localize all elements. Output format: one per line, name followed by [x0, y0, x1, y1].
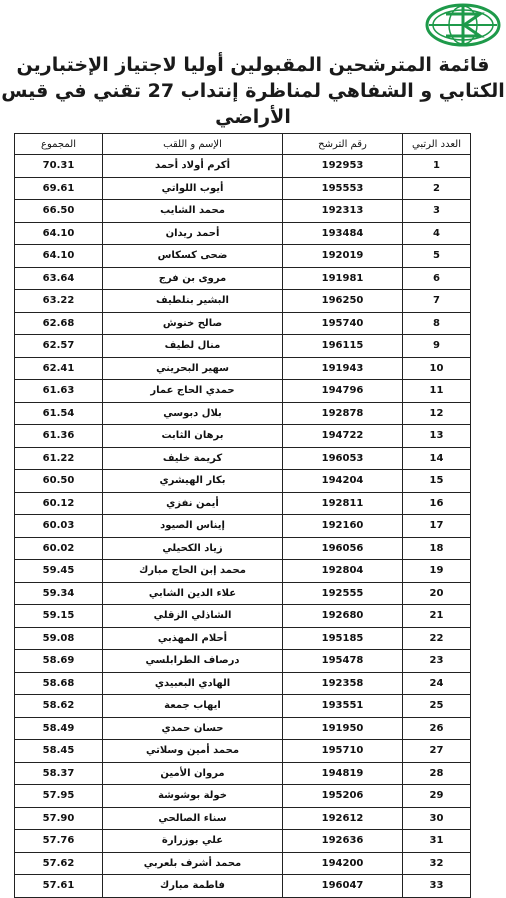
name-cell: زياد الكحيلي: [103, 537, 283, 560]
candidate-number-cell: 192160: [283, 515, 403, 538]
rank-cell: 22: [403, 627, 471, 650]
name-cell: الشاذلي الزقلي: [103, 605, 283, 628]
table-row: [15, 605, 471, 628]
total-cell: 57.76: [15, 830, 103, 853]
candidate-number-cell: 194796: [283, 380, 403, 403]
candidate-number-cell: 192804: [283, 560, 403, 583]
rank-cell: 32: [403, 852, 471, 875]
table-row: [15, 807, 471, 830]
candidate-number-cell: 192953: [283, 155, 403, 178]
rank-cell: 28: [403, 762, 471, 785]
candidate-number-cell: 193551: [283, 695, 403, 718]
rank-cell: 7: [403, 290, 471, 313]
total-cell: 66.50: [15, 200, 103, 223]
name-cell: محمد الشايب: [103, 200, 283, 223]
table-row: [15, 740, 471, 763]
header-rank: العدد الرتبي: [403, 134, 471, 155]
name-cell: صالح خنوش: [103, 312, 283, 335]
name-cell: مروان الأمين: [103, 762, 283, 785]
candidate-number-cell: 192878: [283, 402, 403, 425]
rank-cell: 14: [403, 447, 471, 470]
total-cell: 61.63: [15, 380, 103, 403]
rank-cell: 18: [403, 537, 471, 560]
globe-emblem-icon: [424, 2, 502, 48]
name-cell: منال لطيف: [103, 335, 283, 358]
total-cell: 57.61: [15, 875, 103, 898]
name-cell: ضحى كسكاس: [103, 245, 283, 268]
total-cell: 60.50: [15, 470, 103, 493]
candidate-number-cell: 196056: [283, 537, 403, 560]
rank-cell: 25: [403, 695, 471, 718]
rank-cell: 33: [403, 875, 471, 898]
total-cell: 59.34: [15, 582, 103, 605]
rank-cell: 11: [403, 380, 471, 403]
name-cell: البشير بنلطيف: [103, 290, 283, 313]
table-row: [15, 785, 471, 808]
name-cell: أكرم أولاد أحمد: [103, 155, 283, 178]
total-cell: 60.12: [15, 492, 103, 515]
rank-cell: 1: [403, 155, 471, 178]
table-row: [15, 200, 471, 223]
rank-cell: 15: [403, 470, 471, 493]
name-cell: أيمن نفزي: [103, 492, 283, 515]
candidate-number-cell: 196047: [283, 875, 403, 898]
candidate-number-cell: 194200: [283, 852, 403, 875]
table-row: [15, 380, 471, 403]
candidate-number-cell: 192636: [283, 830, 403, 853]
total-cell: 58.68: [15, 672, 103, 695]
rank-cell: 20: [403, 582, 471, 605]
total-cell: 61.22: [15, 447, 103, 470]
table-row: [15, 470, 471, 493]
rank-cell: 9: [403, 335, 471, 358]
rank-cell: 21: [403, 605, 471, 628]
title-line-2: الكتابي و الشفاهي لمناظرة إنتداب 27 تقني في قيس الأراضي: [1, 80, 505, 128]
total-cell: 61.36: [15, 425, 103, 448]
table-row: [15, 222, 471, 245]
table-row: [15, 335, 471, 358]
candidate-number-cell: 195710: [283, 740, 403, 763]
rank-cell: 27: [403, 740, 471, 763]
name-cell: خولة بوشوشة: [103, 785, 283, 808]
total-cell: 58.37: [15, 762, 103, 785]
name-cell: محمد أشرف بلعربي: [103, 852, 283, 875]
table-row: [15, 627, 471, 650]
total-cell: 61.54: [15, 402, 103, 425]
total-cell: 57.95: [15, 785, 103, 808]
candidate-number-cell: 192811: [283, 492, 403, 515]
rank-cell: 12: [403, 402, 471, 425]
total-cell: 58.49: [15, 717, 103, 740]
rank-cell: 5: [403, 245, 471, 268]
table-row: [15, 672, 471, 695]
rank-cell: 10: [403, 357, 471, 380]
name-cell: محمد أمين وسلاتي: [103, 740, 283, 763]
table-row: [15, 582, 471, 605]
table-row: [15, 312, 471, 335]
name-cell: كريمة خليف: [103, 447, 283, 470]
total-cell: 62.57: [15, 335, 103, 358]
total-cell: 58.69: [15, 650, 103, 673]
rank-cell: 24: [403, 672, 471, 695]
name-cell: سهير البحريني: [103, 357, 283, 380]
name-cell: بلال دبوسي: [103, 402, 283, 425]
candidate-number-cell: 195553: [283, 177, 403, 200]
rank-cell: 26: [403, 717, 471, 740]
total-cell: 59.08: [15, 627, 103, 650]
name-cell: درصاف الطرابلسي: [103, 650, 283, 673]
candidate-number-cell: 195478: [283, 650, 403, 673]
candidate-number-cell: 195206: [283, 785, 403, 808]
candidate-number-cell: 194204: [283, 470, 403, 493]
total-cell: 64.10: [15, 222, 103, 245]
table-header-row: [15, 134, 471, 155]
name-cell: علاء الدين الشابي: [103, 582, 283, 605]
total-cell: 62.41: [15, 357, 103, 380]
name-cell: حسان حمدي: [103, 717, 283, 740]
rank-cell: 2: [403, 177, 471, 200]
candidate-number-cell: 192612: [283, 807, 403, 830]
rank-cell: 6: [403, 267, 471, 290]
table-row: [15, 852, 471, 875]
name-cell: علي بوزرارة: [103, 830, 283, 853]
rank-cell: 16: [403, 492, 471, 515]
candidate-number-cell: 195740: [283, 312, 403, 335]
candidate-number-cell: 192680: [283, 605, 403, 628]
rank-cell: 31: [403, 830, 471, 853]
candidate-number-cell: 196250: [283, 290, 403, 313]
table-row: [15, 762, 471, 785]
name-cell: سناء الصالحي: [103, 807, 283, 830]
total-cell: 70.31: [15, 155, 103, 178]
name-cell: محمد إبن الحاج مبارك: [103, 560, 283, 583]
table-row: [15, 177, 471, 200]
table-row: [15, 425, 471, 448]
name-cell: إيناس الصيود: [103, 515, 283, 538]
table-row: [15, 515, 471, 538]
candidate-number-cell: 192019: [283, 245, 403, 268]
name-cell: الهادي البعبيدي: [103, 672, 283, 695]
total-cell: 57.90: [15, 807, 103, 830]
rank-cell: 3: [403, 200, 471, 223]
total-cell: 60.03: [15, 515, 103, 538]
header-total: المجموع: [15, 134, 103, 155]
header-candidate-number: رقم الترشح: [283, 134, 403, 155]
candidate-number-cell: 194722: [283, 425, 403, 448]
name-cell: أحمد ريدان: [103, 222, 283, 245]
candidate-number-cell: 196053: [283, 447, 403, 470]
name-cell: أيوب اللواتي: [103, 177, 283, 200]
name-cell: حمدي الحاج عمار: [103, 380, 283, 403]
total-cell: 62.68: [15, 312, 103, 335]
table-row: [15, 717, 471, 740]
total-cell: 63.64: [15, 267, 103, 290]
candidate-number-cell: 194819: [283, 762, 403, 785]
candidate-number-cell: 191981: [283, 267, 403, 290]
document-title: [0, 52, 506, 130]
total-cell: 64.10: [15, 245, 103, 268]
candidate-number-cell: 196115: [283, 335, 403, 358]
rank-cell: 4: [403, 222, 471, 245]
total-cell: 57.62: [15, 852, 103, 875]
rank-cell: 8: [403, 312, 471, 335]
candidate-number-cell: 193484: [283, 222, 403, 245]
name-cell: مروى بن فرج: [103, 267, 283, 290]
table-row: [15, 695, 471, 718]
table-row: [15, 402, 471, 425]
table-row: [15, 875, 471, 898]
name-cell: أحلام المهذبي: [103, 627, 283, 650]
candidate-number-cell: 191943: [283, 357, 403, 380]
header-name: الإسم و اللقب: [103, 134, 283, 155]
table-row: [15, 290, 471, 313]
table-row: [15, 245, 471, 268]
table-row: [15, 830, 471, 853]
table-row: [15, 492, 471, 515]
candidate-number-cell: 191950: [283, 717, 403, 740]
candidates-table: [14, 133, 471, 898]
name-cell: ايهاب جمعة: [103, 695, 283, 718]
rank-cell: 13: [403, 425, 471, 448]
table-row: [15, 650, 471, 673]
total-cell: 58.62: [15, 695, 103, 718]
table-row: [15, 267, 471, 290]
title-line-1: قائمة المترشحين المقبولين أوليا لاجتياز الإختبارين: [16, 54, 490, 76]
table-row: [15, 155, 471, 178]
rank-cell: 17: [403, 515, 471, 538]
table-row: [15, 447, 471, 470]
candidate-number-cell: 192313: [283, 200, 403, 223]
total-cell: 69.61: [15, 177, 103, 200]
total-cell: 59.15: [15, 605, 103, 628]
candidate-number-cell: 192555: [283, 582, 403, 605]
candidate-number-cell: 192358: [283, 672, 403, 695]
name-cell: بكار الهيشري: [103, 470, 283, 493]
candidate-number-cell: 195185: [283, 627, 403, 650]
rank-cell: 19: [403, 560, 471, 583]
table-row: [15, 357, 471, 380]
name-cell: برهان الثابت: [103, 425, 283, 448]
name-cell: فاطمة مبارك: [103, 875, 283, 898]
total-cell: 60.02: [15, 537, 103, 560]
total-cell: 59.45: [15, 560, 103, 583]
table-row: [15, 537, 471, 560]
rank-cell: 30: [403, 807, 471, 830]
rank-cell: 23: [403, 650, 471, 673]
table-row: [15, 560, 471, 583]
rank-cell: 29: [403, 785, 471, 808]
total-cell: 63.22: [15, 290, 103, 313]
total-cell: 58.45: [15, 740, 103, 763]
